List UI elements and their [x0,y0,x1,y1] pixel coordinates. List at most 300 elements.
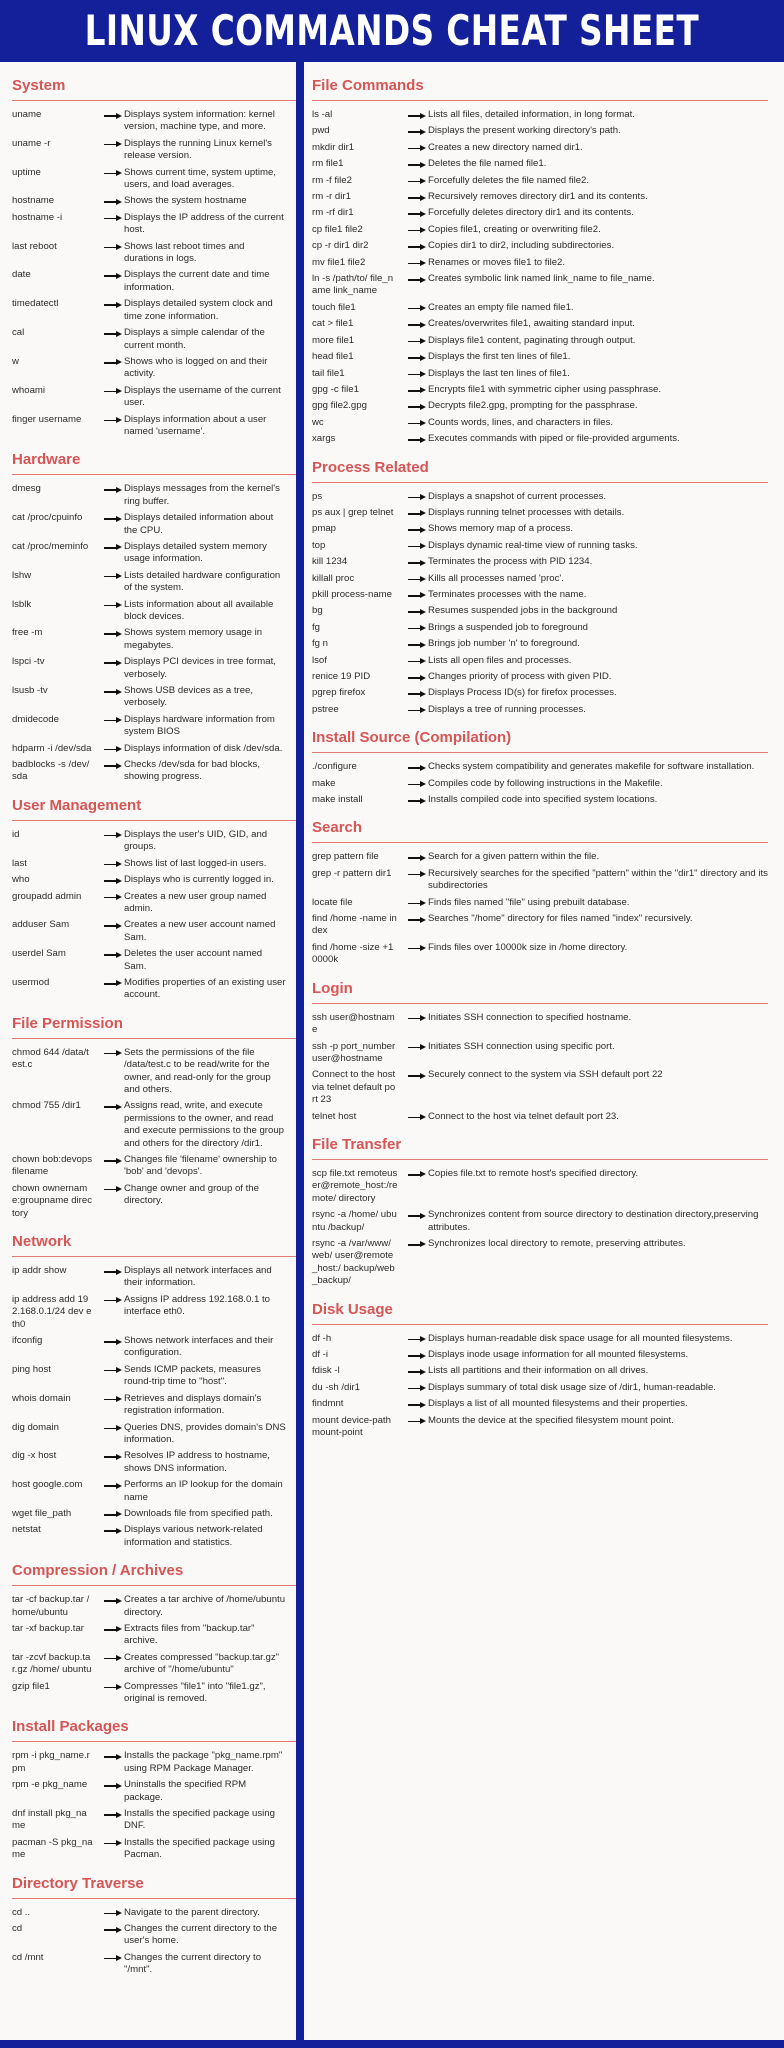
command-description: Compiles code by following instructions in the Makefile. [428,777,663,789]
arrow-right-icon [94,1508,124,1520]
command-text: find /home -size +10000k [312,941,394,966]
command-row [12,1907,296,1919]
command-row [312,191,784,203]
command-description: Displays PCI devices in tree format, verbosely. [124,656,276,680]
command-row [312,671,784,683]
arrow-right-icon [94,627,124,639]
command-description: Deletes the user account named Sam. [124,948,263,972]
section-heading: Disk Usage [312,1300,768,1325]
command-description: Shows system memory usage in megabytes. [124,627,263,651]
command-description: Displays the username of the current user. [124,384,281,409]
section-search [312,818,784,966]
command-description: Displays system information: kernel version, machine type, and more. [124,109,275,133]
command-description: Renames or moves file1 to file2. [428,256,566,268]
command-text: ls -al [312,109,333,120]
section-file-permission [12,1014,296,1220]
section-file-commands [312,76,784,446]
arrow-right-icon [94,385,124,397]
command-text: du -sh /dir1 [312,1381,360,1393]
command-text: rm -rf dir1 [312,207,354,219]
command-description: Displays human-readable disk space usage for all mounted filesystems. [428,1332,733,1344]
command-description: Navigate to the parent directory. [124,1906,260,1918]
command-text: dig -x host [12,1450,57,1462]
command-row [12,599,296,624]
page-title: LINUX COMMANDS CHEAT SHEET [84,6,700,55]
command-description: Shows list of last logged-in users. [124,857,267,869]
section-heading: Install Packages [12,1717,296,1742]
arrow-right-icon [398,851,428,863]
command-text: killall proc [312,572,355,584]
command-description: Displays various network-related information and statistics. [124,1524,263,1548]
command-row [312,240,784,252]
command-text: dmesg [12,483,41,495]
arrow-right-icon [94,1681,124,1693]
section-disk-usage [312,1300,784,1440]
command-text: pstree [312,703,339,715]
section-system [12,76,296,438]
command-text: free -m [12,627,43,639]
command-description: Shows last reboot times and durations in logs. [124,240,245,265]
command-text: mount device-path mount-point [312,1414,391,1439]
command-text: lsusb -tv [12,685,48,697]
command-text: chown bob:devops filename [12,1154,93,1178]
command-row [312,573,784,585]
arrow-right-icon [94,1100,124,1112]
arrow-right-icon [94,195,124,207]
arrow-right-icon [94,685,124,697]
command-row [12,109,296,134]
command-text: finger username [12,413,82,425]
bottom-border [0,2040,784,2048]
command-text: whoami [12,384,46,396]
command-row [12,512,296,537]
command-text: ln -s /path/to/ file_name link_name [312,273,394,297]
arrow-right-icon [94,1450,124,1462]
command-text: cat > file1 [312,318,354,330]
arrow-right-icon [94,541,124,553]
command-row [12,1335,296,1360]
command-row [312,1333,784,1345]
command-description: Creates compressed "backup.tar.gz" archive of "/home/ubuntu" [124,1651,280,1676]
command-text: dig domain [12,1421,59,1433]
command-text: mv file1 file2 [312,256,366,268]
section-heading: Compression / Archives [12,1561,296,1586]
command-description: Executes commands with piped or file-provided arguments. [428,433,680,445]
arrow-right-icon [94,891,124,903]
command-row [312,761,784,773]
command-text: kill 1234 [312,556,348,568]
arrow-right-icon [398,273,428,285]
command-text: df -i [312,1349,328,1360]
arrow-right-icon [94,759,124,771]
command-row [312,158,784,170]
command-description: Downloads file from specified path. [124,1507,273,1519]
arrow-right-icon [398,433,428,445]
section-hardware [12,450,296,784]
command-text: lshw [12,569,32,581]
command-description: Copies dir1 to dir2, including subdirectories. [428,240,615,252]
command-row [312,1168,784,1205]
section-install-packages [12,1717,296,1861]
arrow-right-icon [398,655,428,667]
command-description: Recursively removes directory dir1 and its contents. [428,191,648,203]
command-description: Change owner and group of the directory. [124,1182,259,1207]
command-description: Uninstalls the specified RPM package. [124,1779,247,1803]
arrow-right-icon [94,1294,124,1306]
arrow-right-icon [398,335,428,347]
command-description: Kills all processes named 'proc'. [428,572,564,584]
command-row [312,1209,784,1234]
command-text: touch file1 [312,301,356,313]
arrow-right-icon [398,622,428,634]
command-description: Displays dynamic real-time view of running tasks. [428,539,638,551]
command-description: Displays the current date and time information. [124,269,270,293]
command-description: Shows network interfaces and their configuration. [124,1335,274,1359]
command-row [12,1837,296,1862]
command-description: Changes the current directory to "/mnt". [124,1951,262,1976]
command-text: bg [312,605,323,617]
left-column [0,62,296,2042]
arrow-right-icon [94,512,124,524]
command-description: Initiates SSH connection to specified hostname. [428,1011,632,1023]
arrow-right-icon [94,874,124,886]
command-text: tar -xf backup.tar [12,1622,84,1634]
command-description: Displays Process ID(s) for firefox processes. [428,687,617,699]
command-text: dmidecode [12,713,59,725]
command-row [312,638,784,650]
arrow-right-icon [398,384,428,396]
section-heading: Directory Traverse [12,1874,296,1899]
section-compression-archives [12,1561,296,1705]
arrow-right-icon [398,556,428,568]
arrow-right-icon [94,656,124,668]
command-text: renice 19 PID [312,671,371,682]
command-description: Extracts files from "backup.tar" archive. [124,1622,255,1647]
section-process-related [312,458,784,717]
command-row [312,491,784,503]
command-description: Creates a new directory named dir1. [428,141,583,153]
command-description: Displays all network interfaces and their information. [124,1265,272,1289]
command-text: pwd [312,125,330,137]
command-text: grep pattern file [312,851,379,863]
arrow-right-icon [398,1382,428,1394]
arrow-right-icon [94,743,124,755]
arrow-right-icon [398,1415,428,1427]
command-row [12,714,296,739]
arrow-right-icon [94,298,124,310]
command-row [312,273,784,298]
command-description: Displays information of disk /dev/sda. [124,742,283,754]
command-description: Displays a tree of running processes. [428,703,586,715]
arrow-right-icon [398,523,428,535]
command-description: Displays the IP address of the current host. [124,211,284,236]
command-description: Displays messages from the kernel's ring buffer. [124,483,280,507]
command-text: tar -cf backup.tar /home/ubuntu [12,1594,90,1618]
arrow-right-icon [398,868,428,880]
section-heading: Search [312,818,768,843]
command-text: last [12,857,27,869]
arrow-right-icon [94,1952,124,1964]
arrow-right-icon [398,1069,428,1081]
command-description: Displays a simple calendar of the current month. [124,327,265,351]
command-row [12,1047,296,1097]
command-text: wc [312,416,324,428]
command-row [312,384,784,396]
command-text: hostname [12,195,55,207]
section-heading: Process Related [312,458,768,483]
command-text: gpg file2.gpg [312,400,367,412]
command-text: chown ownername:groupname directory [12,1182,92,1219]
command-description: Displays running telnet processes with details. [428,506,625,518]
arrow-right-icon [94,1047,124,1059]
command-text: cal [12,327,25,339]
command-row [12,759,296,784]
command-row [312,351,784,363]
command-description: Lists all files, detailed information, in long format. [428,109,635,120]
command-text: w [12,355,19,367]
command-row [312,523,784,535]
command-description: Copies file.txt to remote host's specified directory. [428,1167,639,1179]
arrow-right-icon [398,1041,428,1053]
section-heading: Install Source (Compilation) [312,728,768,753]
command-description: Assigns IP address 192.168.0.1 to interface eth0. [124,1293,270,1318]
arrow-right-icon [94,570,124,582]
command-text: ./configure [312,761,357,773]
arrow-right-icon [94,1393,124,1405]
command-row [312,1069,784,1106]
command-row [312,778,784,790]
command-text: last reboot [12,240,57,252]
command-description: Lists all open files and processes. [428,654,572,666]
section-heading: Network [12,1232,296,1257]
section-network [12,1232,296,1549]
arrow-right-icon [398,125,428,137]
command-description: Lists information about all available block devices. [124,598,274,622]
command-text: wget file_path [12,1507,72,1519]
arrow-right-icon [94,1154,124,1166]
command-row [312,1398,784,1410]
command-description: Changes file 'filename' ownership to 'bob' and 'devops'. [124,1154,277,1178]
command-description: Sets the permissions of the file /data/test.c to be read/write for the owner, and read-only for the group and others. [124,1046,271,1095]
command-description: Displays the user's UID, GID, and groups. [124,828,268,853]
command-row [12,874,296,886]
command-row [12,1422,296,1447]
arrow-right-icon [94,1750,124,1762]
command-row [312,433,784,445]
command-description: Creates/overwrites file1, awaiting standard input. [428,318,635,330]
command-row [312,897,784,909]
command-text: whois domain [12,1392,71,1404]
command-description: Displays who is currently logged in. [124,874,274,886]
arrow-right-icon [398,175,428,187]
command-row [12,1594,296,1619]
section-install-source-compilation [312,728,784,806]
arrow-right-icon [398,761,428,773]
arrow-right-icon [398,224,428,236]
arrow-right-icon [398,540,428,552]
right-column [304,62,784,2042]
command-row [312,851,784,863]
command-row [12,1450,296,1475]
section-heading: Hardware [12,450,296,475]
command-row [312,507,784,519]
command-description: Displays the present working directory's path. [428,125,621,137]
arrow-right-icon [94,356,124,368]
command-text: lspci -tv [12,656,45,668]
command-row [312,368,784,380]
command-text: who [12,874,30,886]
section-login [312,979,784,1123]
command-row [12,356,296,381]
command-description: Search for a given pattern within the file. [428,851,600,863]
command-row [12,212,296,237]
command-text: find /home -name index [312,913,397,937]
command-text: cat /proc/meminfo [12,540,89,552]
command-row [12,269,296,294]
command-row [12,977,296,1002]
command-text: ping host [12,1363,51,1375]
arrow-right-icon [398,318,428,330]
command-row [12,1524,296,1549]
command-description: Queries DNS, provides domain's DNS information. [124,1421,286,1445]
command-description: Assigns read, write, and execute permissions to the owner, and read and execute permissions to the group and others for the directory /dir1. [124,1100,284,1149]
command-text: adduser Sam [12,919,70,931]
section-heading: System [12,76,296,101]
arrow-right-icon [94,1335,124,1347]
command-row [12,743,296,755]
arrow-right-icon [398,351,428,363]
command-row [312,655,784,667]
command-row [312,1365,784,1377]
command-description: Displays information about a user named 'username'. [124,413,267,437]
arrow-right-icon [398,1349,428,1361]
command-row [312,540,784,552]
arrow-right-icon [94,1524,124,1536]
command-row [312,175,784,187]
command-description: Synchronizes local directory to remote, preserving attributes. [428,1237,686,1249]
command-text: chmod 755 /dir1 [12,1100,81,1112]
command-description: Displays a list of all mounted filesystems and their properties. [428,1398,688,1410]
command-description: Shows the system hostname [124,195,247,207]
command-text: Connect to the host via telnet default port 23 [312,1069,396,1106]
command-description: Modifies properties of an existing user account. [124,976,286,1001]
command-text: rpm -i pkg_name.rpm [12,1750,90,1774]
arrow-right-icon [94,919,124,931]
command-row [12,1294,296,1331]
command-row [12,685,296,710]
command-row [12,1508,296,1520]
command-description: Creates an empty file named file1. [428,301,574,313]
command-description: Displays detailed system memory usage information. [124,540,267,565]
command-row [312,556,784,568]
command-row [312,589,784,601]
command-row [12,627,296,652]
arrow-right-icon [398,897,428,909]
arrow-right-icon [398,1111,428,1123]
arrow-right-icon [94,1183,124,1195]
command-text: userdel Sam [12,948,66,960]
command-row [12,1479,296,1504]
command-description: Shows USB devices as a tree, verbosely. [124,685,254,709]
command-row [312,913,784,938]
command-row [12,1652,296,1677]
command-text: ip address add 192.168.0.1/24 dev eth0 [12,1293,92,1330]
command-row [312,1415,784,1440]
command-text: fg [312,621,321,633]
arrow-right-icon [398,1168,428,1180]
command-text: date [12,269,31,281]
command-text: fdisk -l [312,1365,340,1377]
command-row [12,1100,296,1150]
command-text: badblocks -s /dev/sda [12,759,90,783]
command-description: Shows current time, system uptime, users, and load averages. [124,166,276,191]
command-text: rsync -a /var/www/ web/ user@remote_host:/ backup/web_backup/ [312,1237,395,1287]
command-text: cat /proc/cpuinfo [12,512,83,524]
command-row [312,1382,784,1394]
command-row [312,794,784,806]
arrow-right-icon [94,241,124,253]
command-row [312,142,784,154]
command-text: pmap [312,523,336,535]
command-description: Displays detailed information about the CPU. [124,512,274,536]
command-text: cd /mnt [12,1951,44,1963]
command-text: lsblk [12,598,32,610]
arrow-right-icon [94,1652,124,1664]
arrow-right-icon [94,269,124,281]
command-row [12,656,296,681]
command-row [312,1349,784,1361]
command-description: Changes the current directory to the user's home. [124,1923,278,1947]
command-text: ifconfig [12,1335,43,1347]
arrow-right-icon [398,589,428,601]
command-row [312,207,784,219]
command-text: locate file [312,896,353,908]
command-description: Shows memory map of a process. [428,523,574,535]
command-description: Lists all partitions and their information on all drives. [428,1365,649,1377]
command-text: lsof [312,654,327,666]
section-heading: User Management [12,796,296,821]
command-row [312,1111,784,1123]
command-row [12,1183,296,1220]
arrow-right-icon [398,573,428,585]
command-description: Lists detailed hardware configuration of the system. [124,569,281,594]
command-description: Synchronizes content from source directory to destination directory,preserving attributes. [428,1209,759,1233]
arrow-right-icon [398,109,428,121]
command-row [12,1623,296,1648]
arrow-right-icon [94,1837,124,1849]
command-text: df -h [312,1332,332,1344]
command-row [12,541,296,566]
command-text: top [312,539,326,551]
arrow-right-icon [94,483,124,495]
command-row [12,570,296,595]
command-row [312,687,784,699]
arrow-right-icon [94,977,124,989]
arrow-right-icon [398,400,428,412]
command-text: id [12,828,20,840]
arrow-right-icon [94,1364,124,1376]
command-row [312,224,784,236]
arrow-right-icon [94,599,124,611]
command-row [12,327,296,352]
command-text: pacman -S pkg_name [12,1836,93,1861]
command-text: rsync -a /home/ ubuntu /backup/ [312,1209,397,1233]
command-row [12,891,296,916]
command-row [312,1041,784,1066]
command-text: fg n [312,638,329,650]
command-description: Mounts the device at the specified filesystem mount point. [428,1414,674,1426]
section-file-transfer [312,1135,784,1288]
